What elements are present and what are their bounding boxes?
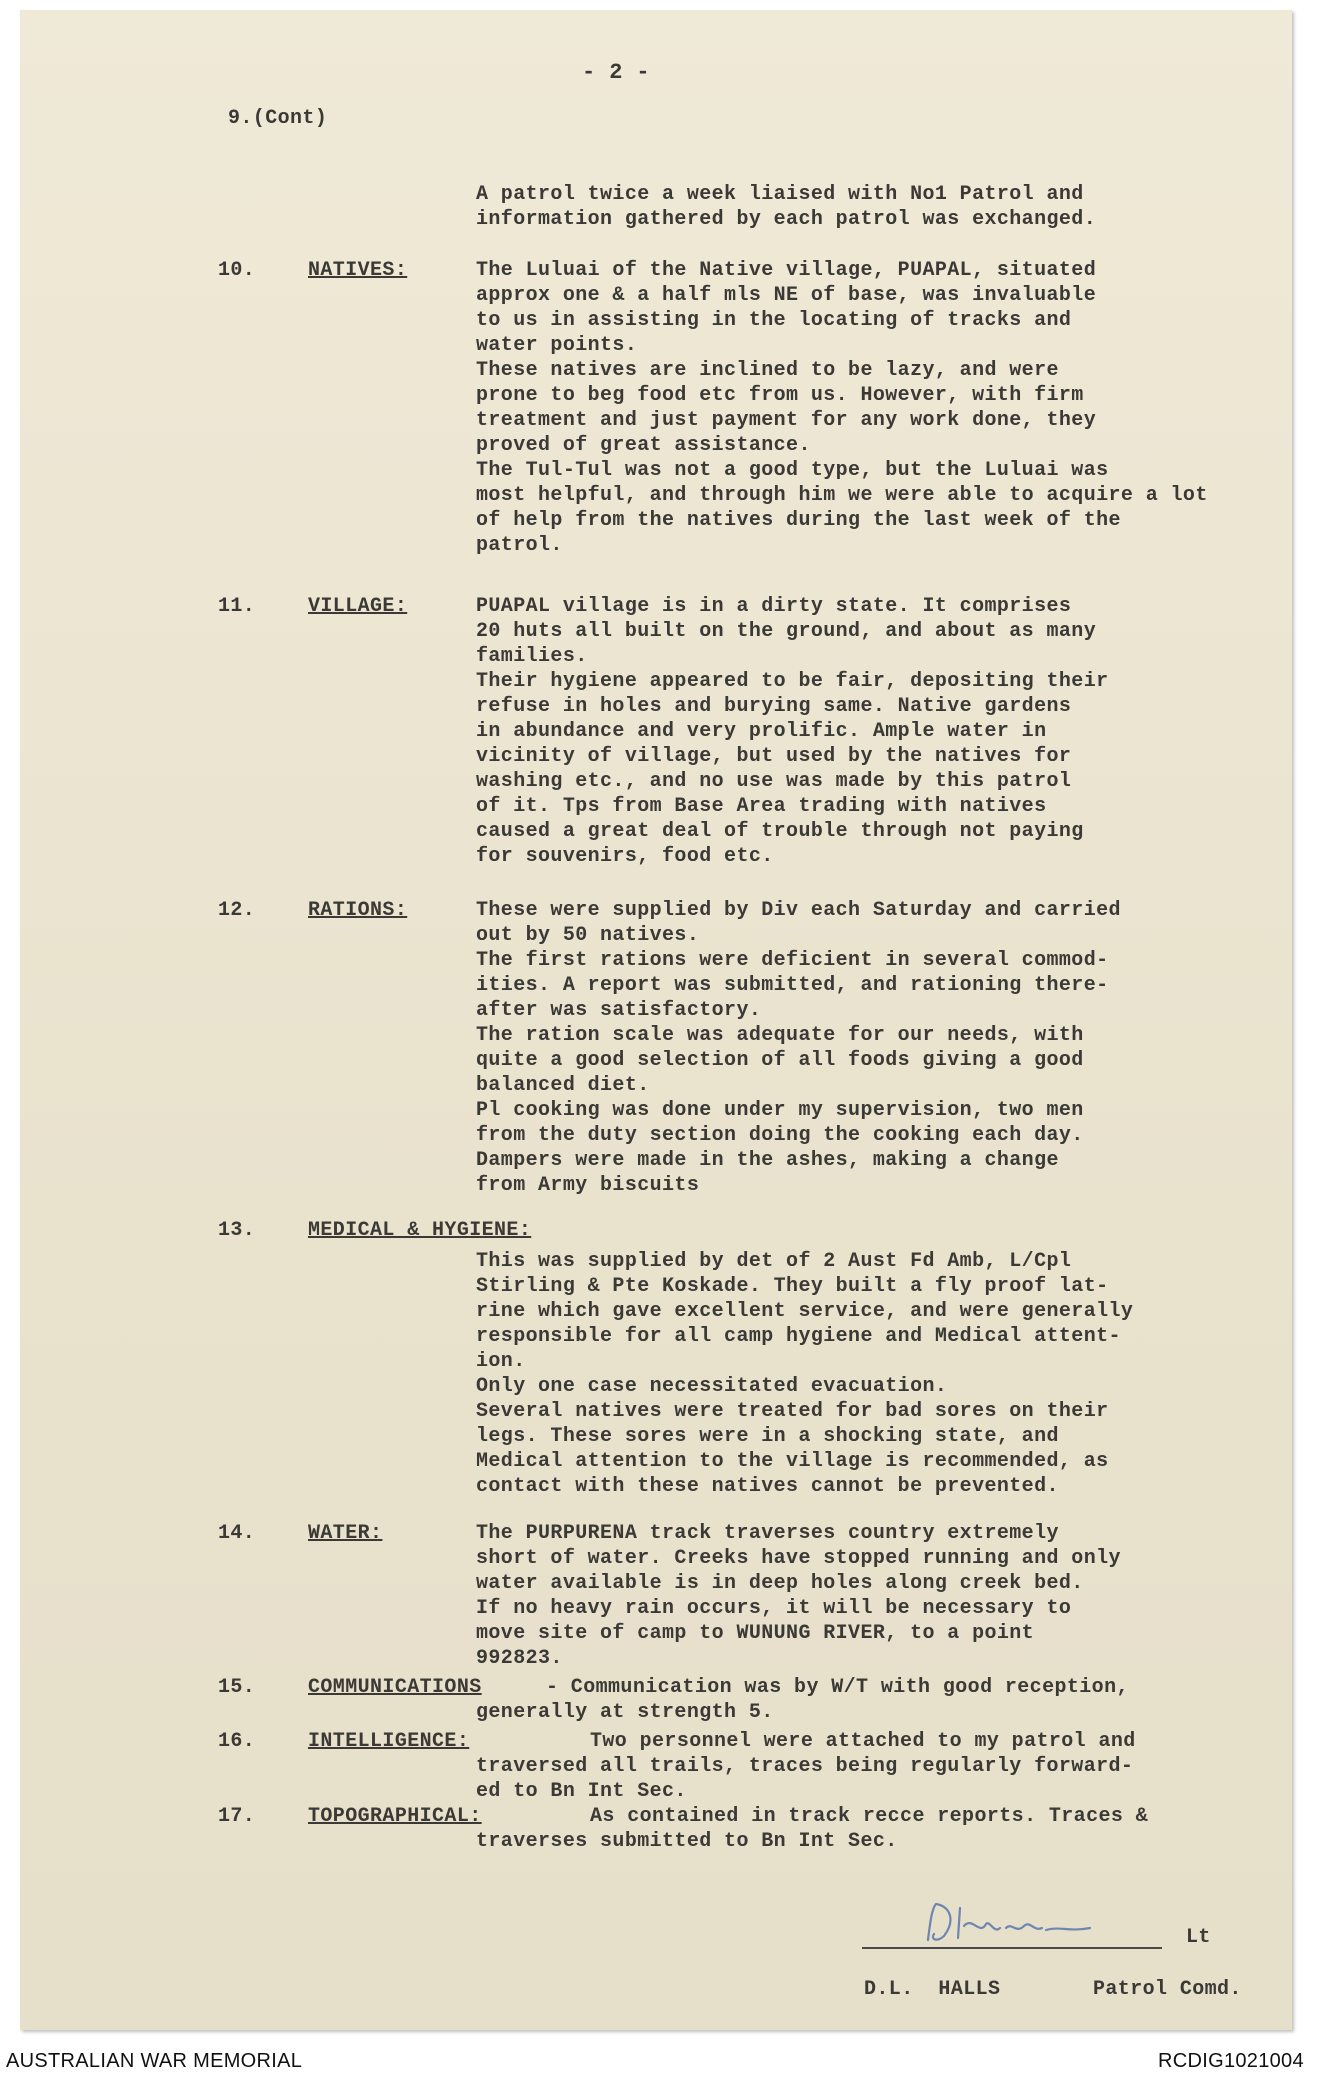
section-number: 13. xyxy=(218,1219,256,1242)
section-heading: VILLAGE: xyxy=(308,595,408,618)
section-line: traversed all trails, traces being regularly forward- xyxy=(476,1755,1134,1778)
section-line: Pl cooking was done under my supervision, two men xyxy=(476,1099,1084,1122)
section-number: 14. xyxy=(218,1522,256,1545)
section-line: The first rations were deficient in several commod- xyxy=(476,949,1109,972)
section-line: for souvenirs, food etc. xyxy=(476,845,774,868)
section-line: caused a great deal of trouble through not paying xyxy=(476,820,1084,843)
signatory-role: Patrol Comd. xyxy=(1093,1978,1242,2001)
section-line: water points. xyxy=(476,334,638,357)
section-number: 12. xyxy=(218,899,256,922)
section-line: washing etc., and no use was made by this patrol xyxy=(476,770,1072,793)
section-line: This was supplied by det of 2 Aust Fd Amb, L/Cpl xyxy=(476,1250,1072,1273)
section-line: most helpful, and through him we were able to acquire a lot xyxy=(476,484,1208,507)
section-line: Several natives were treated for bad sores on their xyxy=(476,1400,1109,1423)
section-line: proved of great assistance. xyxy=(476,434,811,457)
section-heading: COMMUNICATIONS xyxy=(308,1676,482,1699)
section-line: The PURPURENA track traverses country extremely xyxy=(476,1522,1059,1545)
section-line: patrol. xyxy=(476,534,563,557)
section-line: As contained in track recce reports. Traces & xyxy=(590,1805,1149,1828)
section-line: The Luluai of the Native village, PUAPAL, situated xyxy=(476,259,1097,282)
section-line: ed to Bn Int Sec. xyxy=(476,1780,687,1803)
section-line: out by 50 natives. xyxy=(476,924,700,947)
section-line: approx one & a half mls NE of base, was invaluable xyxy=(476,284,1097,307)
section-line: These were supplied by Div each Saturday and carried xyxy=(476,899,1121,922)
section-heading: WATER: xyxy=(308,1522,383,1545)
section-line: If no heavy rain occurs, it will be necessary to xyxy=(476,1597,1072,1620)
section-line: The Tul-Tul was not a good type, but the Luluai was xyxy=(476,459,1109,482)
section-line: Stirling & Pte Koskade. They built a fly proof lat- xyxy=(476,1275,1109,1298)
page-number: - 2 - xyxy=(582,60,651,85)
section-line: - Communication was by W/T with good reception, xyxy=(546,1676,1129,1699)
footer-record-id: RCDIG1021004 xyxy=(1158,2050,1304,2072)
footer-archive-name: AUSTRALIAN WAR MEMORIAL xyxy=(6,2050,303,2072)
section-line: Medical attention to the village is recommended, as xyxy=(476,1450,1109,1473)
section-number: 16. xyxy=(218,1730,256,1753)
section-line: Only one case necessitated evacuation. xyxy=(476,1375,948,1398)
section-number: 17. xyxy=(218,1805,256,1828)
section-line: rine which gave excellent service, and were generally xyxy=(476,1300,1134,1323)
section-line: The ration scale was adequate for our needs, with xyxy=(476,1024,1084,1047)
signature-line xyxy=(862,1947,1162,1949)
section-heading: INTELLIGENCE: xyxy=(308,1730,470,1753)
section-line: from the duty section doing the cooking each day. xyxy=(476,1124,1084,1147)
section-line: PUAPAL village is in a dirty state. It comprises xyxy=(476,595,1072,618)
section-line: 20 huts all built on the ground, and about as many xyxy=(476,620,1097,643)
section-heading: TOPOGRAPHICAL: xyxy=(308,1805,482,1828)
section-number: 11. xyxy=(218,595,256,618)
signatory-name: D.L. HALLS xyxy=(864,1978,1001,2001)
section-line: 992823. xyxy=(476,1647,563,1670)
section-line: balanced diet. xyxy=(476,1074,650,1097)
section-line: in abundance and very prolific. Ample water in xyxy=(476,720,1047,743)
section-line: water available is in deep holes along creek bed. xyxy=(476,1572,1084,1595)
section-line: These natives are inclined to be lazy, and were xyxy=(476,359,1059,382)
section-line: families. xyxy=(476,645,588,668)
section-line: Their hygiene appeared to be fair, depositing their xyxy=(476,670,1109,693)
section-line: from Army biscuits xyxy=(476,1174,700,1197)
section-heading: RATIONS: xyxy=(308,899,408,922)
section-line: ion. xyxy=(476,1350,526,1373)
section-line: vicinity of village, but used by the natives for xyxy=(476,745,1072,768)
section-line: legs. These sores were in a shocking state, and xyxy=(476,1425,1059,1448)
section-line: Dampers were made in the ashes, making a change xyxy=(476,1149,1059,1172)
section-line: generally at strength 5. xyxy=(476,1701,774,1724)
section-line: prone to beg food etc from us. However, with firm xyxy=(476,384,1084,407)
section-line: ities. A report was submitted, and rationing there- xyxy=(476,974,1109,997)
section-line: of help from the natives during the last week of the xyxy=(476,509,1121,532)
section-line: move site of camp to WUNUNG RIVER, to a point xyxy=(476,1622,1035,1645)
section-line: contact with these natives cannot be prevented. xyxy=(476,1475,1059,1498)
intro-line: A patrol twice a week liaised with No1 Patrol and xyxy=(476,183,1084,206)
signature xyxy=(920,1898,1110,1953)
section-number: 10. xyxy=(218,259,256,282)
section-line: to us in assisting in the locating of tracks and xyxy=(476,309,1072,332)
section-line: responsible for all camp hygiene and Medical attent- xyxy=(476,1325,1121,1348)
section-line: short of water. Creeks have stopped running and only xyxy=(476,1547,1121,1570)
section-line: after was satisfactory. xyxy=(476,999,762,1022)
section-line: traverses submitted to Bn Int Sec. xyxy=(476,1830,898,1853)
signature-rank: Lt xyxy=(1186,1926,1211,1949)
section-heading: MEDICAL & HYGIENE: xyxy=(308,1219,532,1242)
section-line: Two personnel were attached to my patrol and xyxy=(590,1730,1136,1753)
section-heading: NATIVES: xyxy=(308,259,408,282)
section-line: of it. Tps from Base Area trading with natives xyxy=(476,795,1047,818)
intro-line: information gathered by each patrol was exchanged. xyxy=(476,208,1097,231)
section-line: treatment and just payment for any work done, they xyxy=(476,409,1097,432)
section-line: quite a good selection of all foods giving a good xyxy=(476,1049,1084,1072)
continuation-label: 9.(Cont) xyxy=(228,107,328,130)
section-line: refuse in holes and burying same. Native gardens xyxy=(476,695,1072,718)
section-number: 15. xyxy=(218,1676,256,1699)
